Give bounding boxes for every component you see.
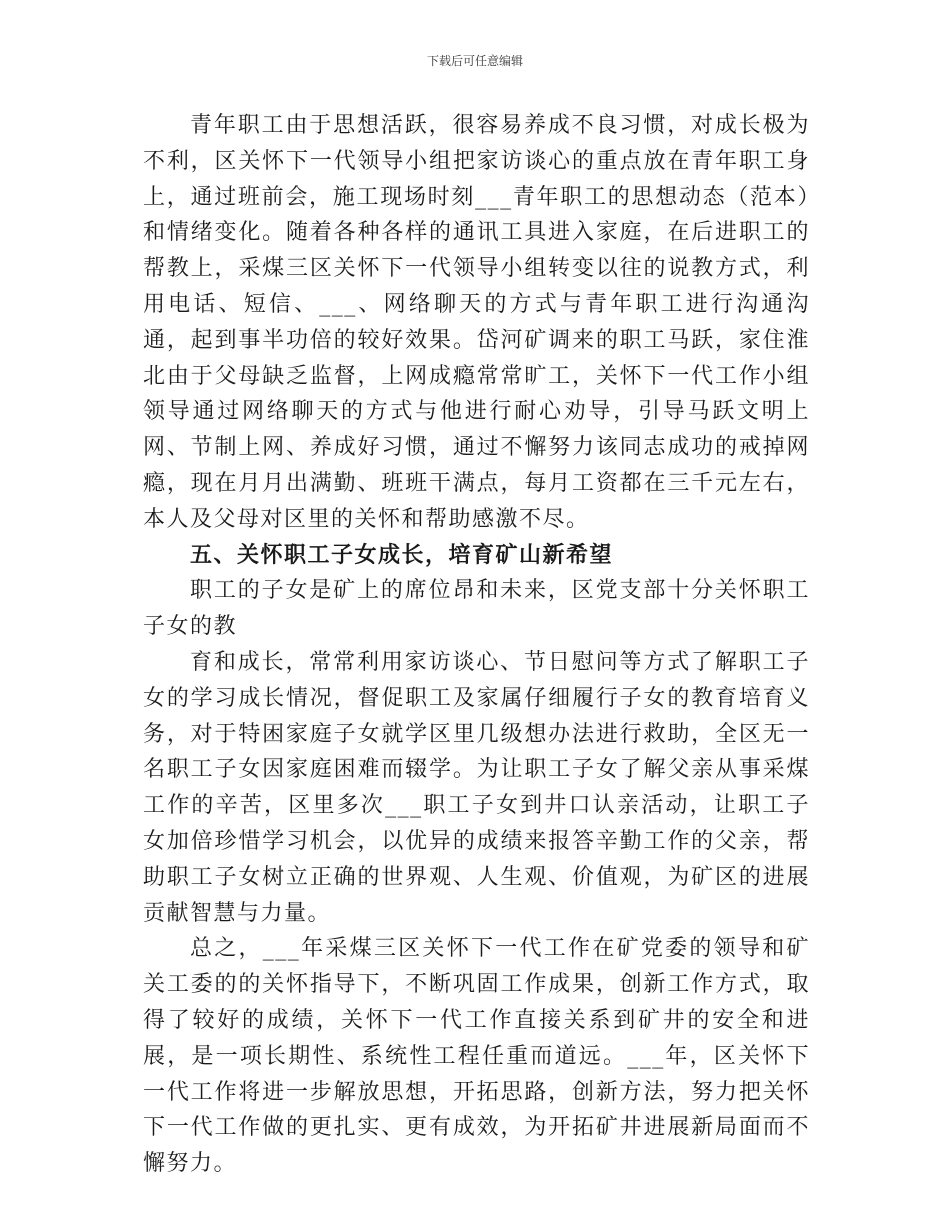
paragraph-children-intro: 职工的子女是矿上的席位昂和未来，区党支部十分关怀职工子女的教 xyxy=(143,578,810,640)
paragraph-children-education: 育和成长，常常利用家访谈心、节日慰问等方式了解职工子女的学习成长情况，督促职工及家属仔细履行子女的教育培育义务，对于特困家庭子女就学区里几级想办法进行救助，全区无一名职工子女因家庭困难而辍学。为让职工子女了解父亲从事采煤工作的辛苦，区里多次___职工子女到井口认亲活动，让职工子女加倍珍惜学习机会，以优异的成绩来报答辛勤工作的父亲，帮助职工子女树立正确的世界观、人生观、价值观，为矿区的进展贡献智慧与力量。 xyxy=(143,649,810,926)
paragraph-youth-workers: 青年职工由于思想活跃，很容易养成不良习惯，对成长极为不利，区关怀下一代领导小组把家访谈心的重点放在青年职工身上，通过班前会，施工现场时刻___青年职工的思想动态（范本）和情绪变化。随着各种各样的通讯工具进入家庭，在后进职工的帮教上，采煤三区关怀下一代领导小组转变以往的说教方式，利用电话、短信、___、网络聊天的方式与青年职工进行沟通沟通，起到事半功倍的较好效果。岱河矿调来的职工马跃，家住淮北由于父母缺乏监督，上网成瘾常常旷工，关怀下一代工作小组领导通过网络聊天的方式与他进行耐心劝导，引导马跃文明上网、节制上网、养成好习惯，通过不懈努力该同志成功的戒掉网瘾，现在月月出满勤、班班干满点，每月工资都在三千元左右，本人及父母对区里的关怀和帮助感激不尽。 xyxy=(143,113,810,532)
document-body xyxy=(143,108,810,1182)
page-header-note: 下载后可任意编辑 xyxy=(426,54,523,68)
paragraph-summary: 总之，___年采煤三区关怀下一代工作在矿党委的领导和矿关工委的的关怀指导下，不断巩固工作成果，创新工作方式，取得了较好的成绩，关怀下一代工作直接关系到矿井的安全和进展，是一项长期性、系统性工程任重而道远。___年，区关怀下一代工作将进一步解放思想，开拓思路，创新方法，努力把关怀下一代工作做的更扎实、更有成效，为开拓矿井进展新局面而不懈努力。 xyxy=(143,936,810,1177)
section-heading-five: 五、关怀职工子女成长，培育矿山新希望 xyxy=(190,542,614,568)
